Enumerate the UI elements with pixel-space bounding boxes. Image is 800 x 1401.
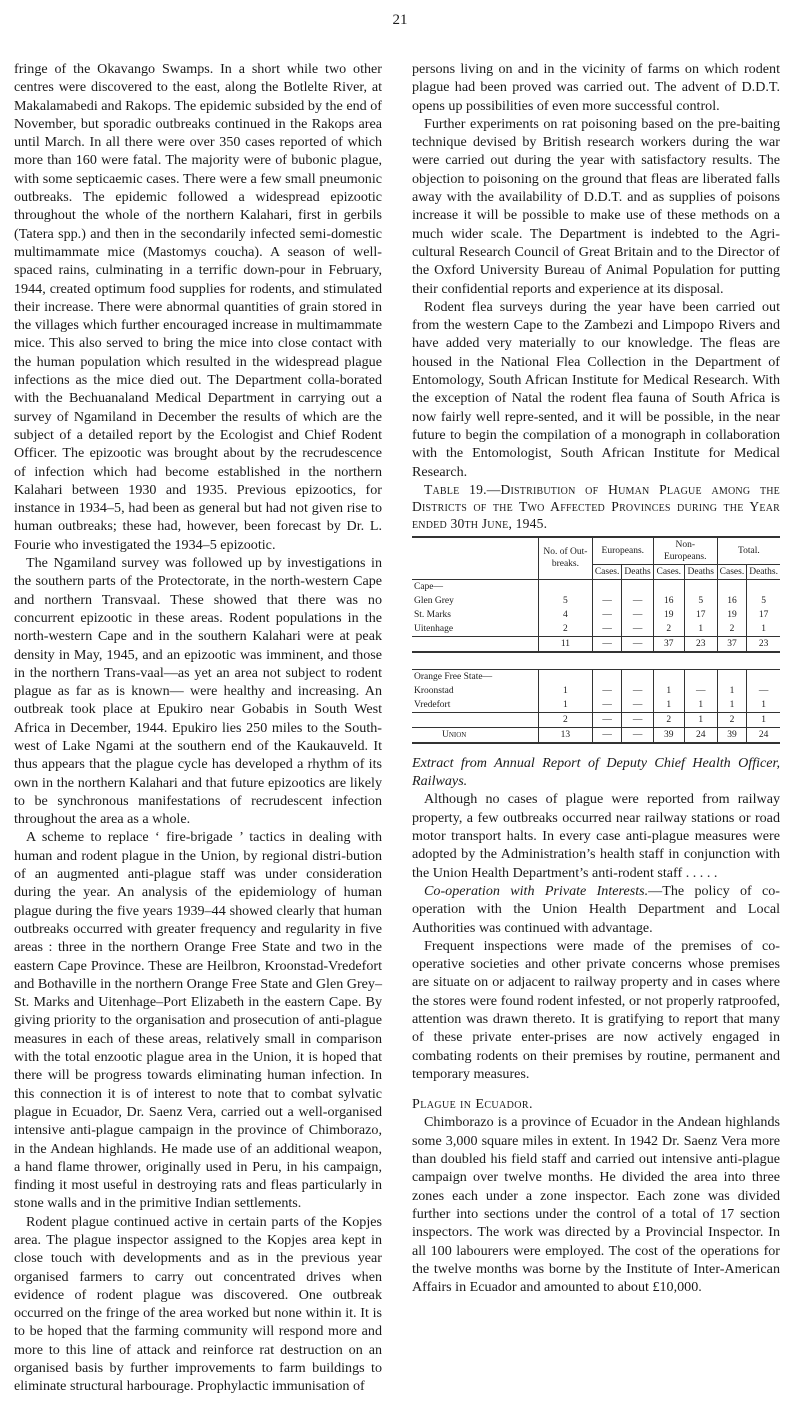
paragraph: Although no cases of plague were reported from railway property, a few outbreaks occurred near railway stations or road motor transport halts. In every case anti-plague measures were adopted by the Administration’s health staff in conjunction with the Union Health Department’s anti-rodent staff . . . . . <box>412 791 780 881</box>
cell-total-cases: 2 <box>717 712 747 727</box>
cell-total-cases: 39 <box>717 727 747 743</box>
table-row <box>412 622 780 637</box>
table-row <box>412 669 780 684</box>
cell-eu-cases: — <box>592 712 622 727</box>
cell-outbreaks: 2 <box>539 712 593 727</box>
cell-ne-deaths: 1 <box>684 622 717 637</box>
header-deaths: Deaths <box>684 564 717 579</box>
cell-total-cases: 1 <box>717 698 747 713</box>
cell-ne-deaths: 1 <box>684 712 717 727</box>
cell-total-deaths: 24 <box>747 727 780 743</box>
paragraph: Rodent flea surveys during the year have been carried out from the western Cape to the Zambezi and Limpopo Rivers and have added very materially to our knowledge. The fleas are housed in the National Flea Collection in the Department of Entomology, South African Institute for Medical Research. With the exception of Natal the rodent flea fauna of South Africa is now fairly well repre-sented, and it will be possible, in the near future to begin the compilation of a monograph in collaboration with the Entomologist, South African Institute for Medical Research. <box>412 298 780 480</box>
paragraph: The Ngamiland survey was followed up by investigations in the southern parts of the Protectorate, in the north-western Cape and northern Transvaal. These showed that there was no concurrent epizootic in these areas. Rodent populations in the north-western Cape and in the southern Kalahari were at peak density in May, 1945, and an epizootic was imminent, and those in the northern Trans-vaal—as yet an area not subject to rodent plague as far as is known— were healthy and increasing. An outbreak took place at Epukiro near Gobabis in South West Africa in December, 1944. Epukiro lies 250 miles to the South-west of Lake Ngami at the southern end of the Kaukauveld. It thus appears that the plague cycle has developed a rhythm of its own in the northern Kalahari and that future epizootics are likely to be synchronous manifestations of recrudescent infection throughout the area as a whole. <box>14 555 382 828</box>
cell-ne-deaths: 17 <box>684 608 717 622</box>
page-number: 21 <box>392 12 408 28</box>
cell-total-cases: 2 <box>717 622 747 637</box>
header-cases: Cases. <box>653 564 684 579</box>
district-name: Uitenhage <box>414 623 454 634</box>
cell-total-cases: 37 <box>717 636 747 652</box>
cell-ne-deaths: — <box>684 684 717 698</box>
cell-total-cases: 1 <box>717 684 747 698</box>
header-outbreaks: No. of Out-breaks. <box>539 537 593 580</box>
plague-table <box>412 536 780 744</box>
cell-eu-deaths: — <box>622 608 653 622</box>
table-caption <box>412 481 780 532</box>
table-row <box>412 594 780 608</box>
paragraph: persons living on and in the vicinity of farms on which rodent plague had been proved was carried out. The advent of D.D.T. opens up possibilities of even more successful control. <box>412 61 780 114</box>
cell-eu-deaths: — <box>622 698 653 713</box>
cell-outbreaks: 13 <box>539 727 593 743</box>
coop-paragraph <box>412 882 780 937</box>
cell-ne-deaths: 24 <box>684 727 717 743</box>
province-label: Orange Free State— <box>412 669 539 684</box>
header-deaths: Deaths. <box>747 564 780 579</box>
cell-eu-cases: — <box>592 594 622 608</box>
cell-ne-deaths: 1 <box>684 698 717 713</box>
cell-outbreaks: 5 <box>539 594 593 608</box>
cell-total-deaths: 1 <box>747 698 780 713</box>
paragraph: A scheme to replace ‘ fire-brigade ’ tactics in dealing with human and rodent plague in the Union, by regional distri-bution of an augmented anti-plague staff was under consideration during the year. An analysis of the epidemiology of human plague during the five years 1939–44 showed clearly that human outbreaks occurred with greater frequency and regularity in five areas : three in the northern Orange Free State and two in the eastern Cape Province. These are Heilbron, Kroonstad-Vredefort and Bothaville in the northern Orange Free State and Glen Grey–St. Marks and Uitenhage–Port Elizabeth in the eastern Cape. By giving priority to the organisation and prosecution of anti-plague measures in each of these areas, relatively small in comparison with the total enzootic plague area in the Union, it is hoped that there will be progress towards eliminating human infection. In this connection it is of interest to note that to combat sylvatic plague in Ecuador, Dr. Saenz Vera, carried out a well-organised intensive anti-plague campaign in the province of Chimborazo, in the Andean highlands. He made use of an additional weapon, a hand flame thrower, originally used in Peru, in his campaign, finding it most useful in destroying rats and fleas particularly in stone walls and in the primitive Indian settlements. <box>14 829 382 1212</box>
cell-eu-deaths: — <box>622 594 653 608</box>
left-column <box>14 60 382 1396</box>
paragraph: Further experiments on rat poisoning based on the pre-baiting technique devised by British research workers during the war were carried out during the year with satisfactory results. The objection to poisoning on the ground that fleas are liberated falls away with the availability of D.D.T. and as supplies of poisons increase it will be possible to make use of these methods on a much wider scale. The Department is indebted to the Agri-cultural Research Council of Great Britain and to the Director of the Oxford University Bureau of Animal Population for putting their confidential reports and experience at its disposal. <box>412 115 780 297</box>
cell-ne-cases: 39 <box>653 727 684 743</box>
cell-eu-deaths: — <box>622 712 653 727</box>
coop-text: —The policy of co-operation with the Union Health Department and Local Authorities was continued with advantage. <box>412 882 780 936</box>
cell-eu-deaths: — <box>622 684 653 698</box>
paragraph: Frequent inspections were made of the premises of co-operative societies and other private concerns whose premises are situate on or adjacent to railway property and in cases where the stores were found rodent infested, or not properly ratproofed, attention was drawn thereto. It is gratifying to report that many of these private enter-prises are now actively engaged in combating rodents on their premises by routine, permanent and temporary measures. <box>412 937 780 1082</box>
cell-ne-cases: 1 <box>653 698 684 713</box>
table-row <box>412 684 780 698</box>
cell-eu-deaths: — <box>622 727 653 743</box>
header-cases: Cases. <box>592 564 622 579</box>
cell-outbreaks: 2 <box>539 622 593 637</box>
cell-eu-cases: — <box>592 698 622 713</box>
cell-outbreaks: 4 <box>539 608 593 622</box>
header-deaths: Deaths <box>622 564 653 579</box>
cell-ne-cases: 37 <box>653 636 684 652</box>
header-total: Total. <box>717 537 780 565</box>
cell-eu-cases: — <box>592 636 622 652</box>
cell-ne-deaths: 23 <box>684 636 717 652</box>
section-heading-ecuador: Plague in Ecuador. <box>412 1096 533 1113</box>
district-name: Kroonstad <box>414 685 454 696</box>
cell-ne-cases: 2 <box>653 712 684 727</box>
cell-eu-deaths: — <box>622 636 653 652</box>
cell-outbreaks: 1 <box>539 698 593 713</box>
cell-eu-cases: — <box>592 727 622 743</box>
cell-total-deaths: 1 <box>747 622 780 637</box>
cell-total-deaths: 23 <box>747 636 780 652</box>
cell-ne-cases: 19 <box>653 608 684 622</box>
district-name: Glen Grey <box>414 595 454 606</box>
cell-outbreaks: 11 <box>539 636 593 652</box>
cell-eu-cases: — <box>592 684 622 698</box>
cell-total-cases: 19 <box>717 608 747 622</box>
table-caption-prefix: Table 19. <box>424 481 487 497</box>
table-corner <box>412 537 539 580</box>
cell-ne-cases: 1 <box>653 684 684 698</box>
header-cases: Cases. <box>717 564 747 579</box>
cell-total-deaths: — <box>747 684 780 698</box>
paragraph: Chimborazo is a province of Ecuador in the Andean highlands some 3,000 square miles in extent. In 1942 Dr. Saenz Vera more than doubled his field staff and carried out intensive anti-plague campaign over twelve months. He divided the area into three zones each under a zone inspector. Each zone was divided further into sections under the control of a total of 17 section inspectors. The work was directed by a Provincial Inspector. In all 100 labourers were employed. The cost of the operations for the twelve months was borne by the Institute of Inter-American Affairs in Ecuador and amounted to about £10,000. <box>412 1114 780 1296</box>
cell-ne-cases: 16 <box>653 594 684 608</box>
extract-heading: Extract from Annual Report of Deputy Chief Health Officer, Railways. <box>412 754 780 790</box>
paragraph: fringe of the Okavango Swamps. In a short while two other centres were discovered to the east, along the Botlelte River, at Makalamabedi and Rakops. The epidemic subsided by the end of November, but sporadic outbreaks continued in the Rakops area until March. In all there were over 350 cases reported of which more than 160 were fatal. The majority were of bubonic plague, with some septicaemic cases. There were a few small pneumonic outbreaks. The epidemic followed a widespread epizootic throughout the whole of the northern Kalahari, first in gerbils (Tatera spp.) and then in the secondarily infected semi-domestic multimammate mice (Mastomys coucha). A season of well-spaced rains, culminating in a terrific down-pour in February, 1944, created optimum food supplies for rodents, and stimulated their increase. There were abnormal quantities of grain stored in the villages which further encouraged increase in multimammate mice. This also served to bring the mice into close contact with the human population which resulted in the widespread plague infections as the mice died out. The Department colla-borated with the Bechuanaland Medical Department in carrying out a survey of Ngamiland in December the results of which are the subject of a detailed report by the Ecologist and Chief Rodent Officer. The epizootic was brought about by the recrudescence of infection which had become established in the northern Kalahari between 1930 and 1935. Previous epizootics, for instance in 1934–5, had been as general but had not given rise to human outbreaks; these had, however, been forecast by Dr. L. Fourie who investigated the 1934–5 epizootic. <box>14 61 382 553</box>
header-non-europeans: Non-Europeans. <box>653 537 717 565</box>
cell-total-deaths: 1 <box>747 712 780 727</box>
table-row <box>412 698 780 713</box>
header-europeans: Europeans. <box>592 537 653 565</box>
table-caption-text: —Distribution of Human Plague among the Districts of the Two Affected Provinces during the Year ended 30th June, 1945. <box>412 481 780 531</box>
cell-total-cases: 16 <box>717 594 747 608</box>
union-label: Union <box>412 727 539 743</box>
table-row <box>412 608 780 622</box>
province-label: Cape— <box>414 581 444 592</box>
cell-eu-cases: — <box>592 622 622 637</box>
cell-total-deaths: 17 <box>747 608 780 622</box>
paragraph: Rodent plague continued active in certain parts of the Kopjes area. The plague inspector assigned to the Kopjes area kept in close touch with developments and as in the previous year organised farmers to carry out concentrated drives when evidence of rodent plague was discovered. One outbreak occurred on the fringe of the area worked but none within it. It is to be hoped that the farming community will respond more and more to this line of attack and reinforce rat destruction on an organised basis by further improvements to farm buildings to eliminate structural harbourage. Prophylactic immunisation of <box>14 1213 382 1395</box>
table-row <box>412 579 780 594</box>
table-subtotal-row <box>412 636 780 652</box>
cell-total-deaths: 5 <box>747 594 780 608</box>
right-column <box>412 60 780 1296</box>
cell-eu-deaths: — <box>622 622 653 637</box>
cell-outbreaks: 1 <box>539 684 593 698</box>
table-union-row <box>412 727 780 743</box>
cell-eu-cases: — <box>592 608 622 622</box>
coop-heading: Co-operation with Private Interests. <box>424 882 649 899</box>
district-name: St. Marks <box>414 609 451 620</box>
table-subtotal-row <box>412 712 780 727</box>
district-name: Vredefort <box>414 699 451 710</box>
cell-ne-deaths: 5 <box>684 594 717 608</box>
cell-ne-cases: 2 <box>653 622 684 637</box>
